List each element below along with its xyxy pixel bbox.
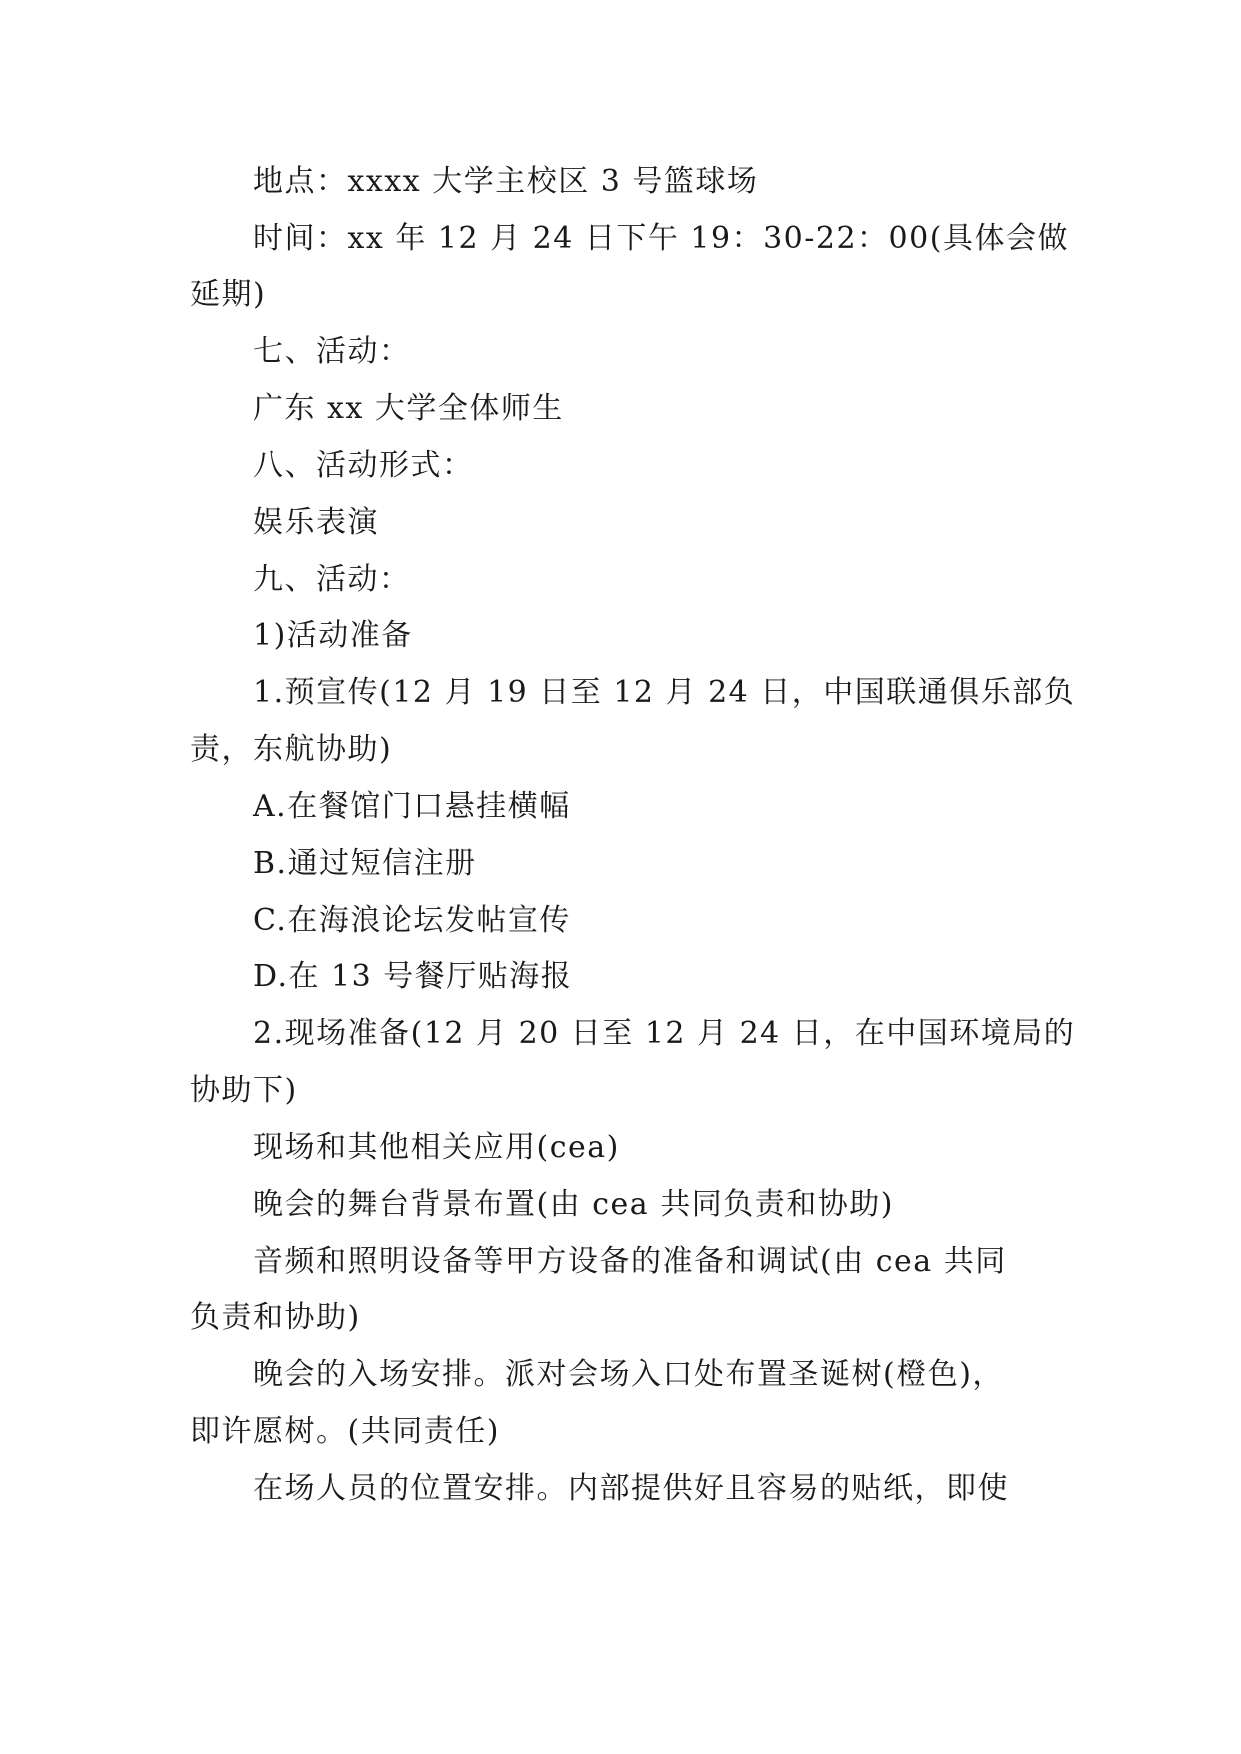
text-line-form: 娱乐表演 bbox=[253, 505, 379, 540]
text-line-stage-background: 晚会的舞台背景布置(由 cea 共同负责和协助) bbox=[253, 1187, 894, 1222]
list-item-a: A.在餐馆门口悬挂横幅 bbox=[253, 789, 571, 824]
text-line-audio-lighting-continued: 负责和协助) bbox=[190, 1300, 361, 1335]
list-item-site-preparation: 2.现场准备(12 月 20 日至 12 月 24 日，在中国环境局的 bbox=[253, 1016, 1076, 1051]
list-item-b: B.通过短信注册 bbox=[253, 846, 477, 881]
list-item-promotion-continued: 责，东航协助) bbox=[190, 732, 393, 767]
subsection-heading-preparation: 1)活动准备 bbox=[253, 618, 413, 653]
section-heading-7: 七、活动： bbox=[253, 334, 411, 369]
list-item-c: C.在海浪论坛发帖宣传 bbox=[253, 903, 571, 938]
text-line-participants: 广东 xx 大学全体师生 bbox=[253, 391, 564, 426]
section-heading-9: 九、活动： bbox=[253, 562, 411, 597]
text-line-seating: 在场人员的位置安排。内部提供好且容易的贴纸，即使 bbox=[253, 1471, 1009, 1506]
text-line-entrance-continued: 即许愿树。(共同责任) bbox=[190, 1414, 500, 1449]
list-item-promotion: 1.预宣传(12 月 19 日至 12 月 24 日，中国联通俱乐部负 bbox=[253, 675, 1076, 710]
list-item-d: D.在 13 号餐厅贴海报 bbox=[253, 959, 573, 994]
list-item-site-preparation-continued: 协助下) bbox=[190, 1073, 298, 1108]
text-line-entrance: 晚会的入场安排。派对会场入口处布置圣诞树(橙色)， bbox=[253, 1357, 1004, 1392]
section-heading-8: 八、活动形式： bbox=[253, 448, 474, 483]
text-line-audio-lighting: 音频和照明设备等甲方设备的准备和调试(由 cea 共同 bbox=[253, 1244, 1007, 1279]
text-line-time: 时间：xx 年 12 月 24 日下午 19：30-22：00(具体会做 bbox=[253, 221, 1069, 256]
text-line-site-application: 现场和其他相关应用(cea) bbox=[253, 1130, 620, 1165]
text-line-time-continued: 延期) bbox=[190, 277, 267, 312]
text-line-location: 地点：xxxx 大学主校区 3 号篮球场 bbox=[253, 164, 759, 199]
